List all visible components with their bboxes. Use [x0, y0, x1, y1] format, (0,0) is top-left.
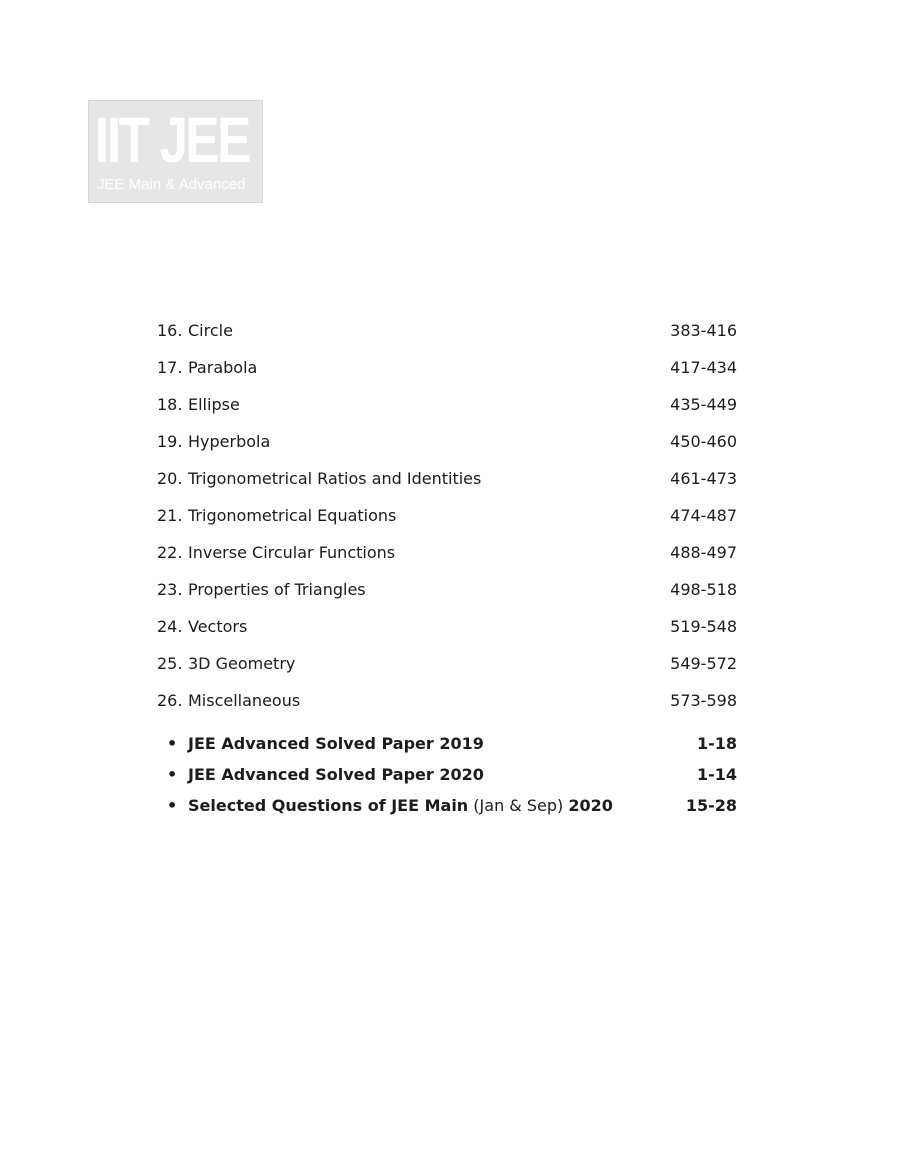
chapter-number: 23.	[157, 580, 183, 599]
toc-row-trig-equations	[157, 503, 737, 540]
logo-title: IIT JEE	[95, 104, 249, 176]
chapter-number: 18.	[157, 395, 183, 414]
chapter-number: 26.	[157, 691, 183, 710]
chapter-title: Miscellaneous	[188, 691, 301, 710]
paper-title: JEE Advanced Solved Paper 2020	[188, 765, 484, 784]
toc-row-circle	[157, 318, 737, 355]
chapter-number: 17.	[157, 358, 183, 377]
chapter-number: 22.	[157, 543, 183, 562]
chapter-pages: 519-548	[670, 617, 737, 636]
chapter-number: 24.	[157, 617, 183, 636]
toc-row-vectors	[157, 614, 737, 651]
chapter-title: Ellipse	[188, 395, 240, 414]
chapter-number: 16.	[157, 321, 183, 340]
selected-title-year: 2020	[568, 796, 613, 815]
selected-questions-title	[188, 793, 613, 819]
chapter-number: 25.	[157, 654, 183, 673]
paper-pages: 15-28	[685, 796, 737, 815]
selected-title-session: (Jan & Sep)	[473, 796, 564, 815]
logo-subtitle: JEE Main & Advanced	[97, 176, 246, 193]
chapter-title: Circle	[188, 321, 233, 340]
chapter-number: 19.	[157, 432, 183, 451]
toc-row-trig-ratios	[157, 466, 737, 503]
paper-row-2019	[157, 731, 737, 762]
paper-row-2020	[157, 762, 737, 793]
toc-row-properties-of-triangles	[157, 577, 737, 614]
chapter-pages: 417-434	[670, 358, 737, 377]
chapter-title: 3D Geometry	[188, 654, 296, 673]
chapter-title: Parabola	[188, 358, 258, 377]
paper-row-jee-main-selected	[157, 793, 737, 824]
chapter-title: Vectors	[188, 617, 248, 636]
iit-jee-logo	[88, 100, 263, 203]
chapter-pages: 383-416	[670, 321, 737, 340]
toc-row-hyperbola	[157, 429, 737, 466]
chapter-pages: 450-460	[670, 432, 737, 451]
solved-papers-list	[157, 731, 737, 824]
chapter-number: 20.	[157, 469, 183, 488]
bullet-icon: •	[167, 765, 178, 784]
bullet-icon: •	[167, 796, 178, 815]
selected-title-bold: Selected Questions of JEE Main	[188, 796, 469, 815]
chapter-title: Trigonometrical Equations	[188, 506, 397, 525]
paper-pages: 1-18	[696, 734, 737, 753]
chapter-pages: 461-473	[670, 469, 737, 488]
toc-row-parabola	[157, 355, 737, 392]
toc-row-ellipse	[157, 392, 737, 429]
paper-pages: 1-14	[696, 765, 737, 784]
chapter-pages: 498-518	[670, 580, 737, 599]
toc-row-inverse-circular	[157, 540, 737, 577]
chapter-title: Properties of Triangles	[188, 580, 366, 599]
toc-row-3d-geometry	[157, 651, 737, 688]
chapter-pages: 474-487	[670, 506, 737, 525]
chapter-title: Hyperbola	[188, 432, 271, 451]
chapter-pages: 573-598	[670, 691, 737, 710]
chapter-pages: 488-497	[670, 543, 737, 562]
chapter-pages: 435-449	[670, 395, 737, 414]
chapter-title: Trigonometrical Ratios and Identities	[188, 469, 482, 488]
paper-title: JEE Advanced Solved Paper 2019	[188, 734, 484, 753]
toc-row-miscellaneous	[157, 688, 737, 725]
table-of-contents	[157, 318, 737, 824]
chapter-pages: 549-572	[670, 654, 737, 673]
chapter-number: 21.	[157, 506, 183, 525]
chapter-title: Inverse Circular Functions	[188, 543, 396, 562]
bullet-icon: •	[167, 734, 178, 753]
